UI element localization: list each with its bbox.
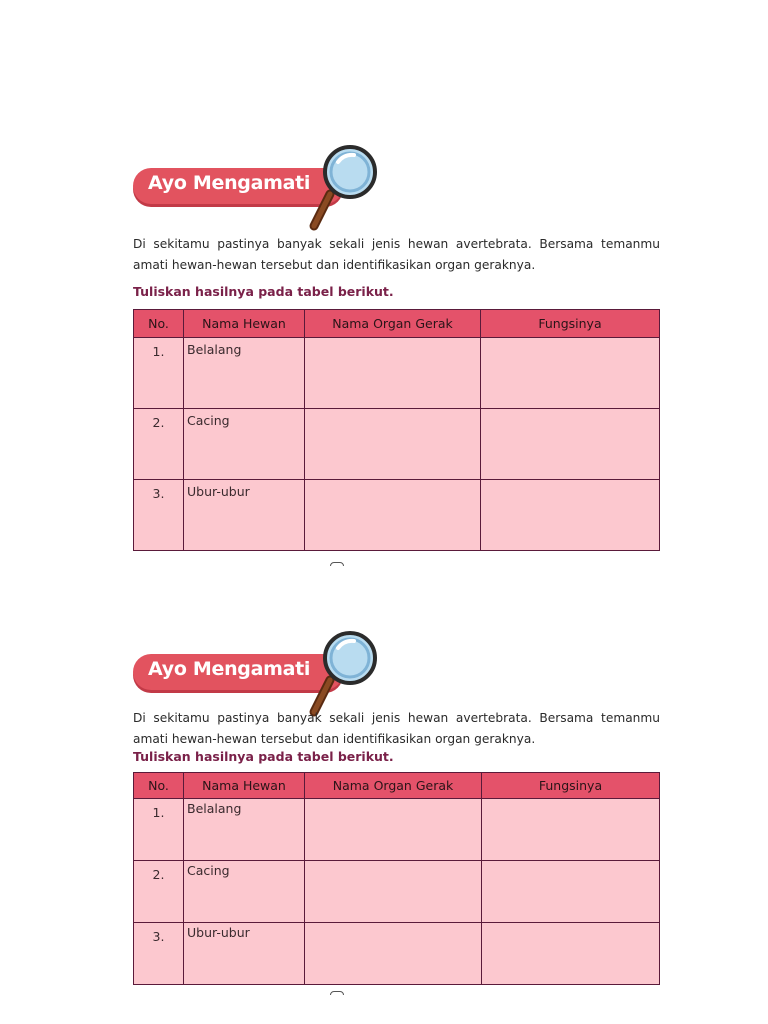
animal-name-cell: Ubur-ubur — [184, 923, 305, 985]
header-organ-name: Nama Organ Gerak — [305, 310, 481, 338]
function-answer-cell[interactable] — [482, 923, 660, 985]
header-function: Fungsinya — [482, 773, 660, 799]
table-instruction: Tuliskan hasilnya pada tabel berikut. — [133, 749, 394, 764]
row-number: 1. — [134, 338, 184, 409]
row-number: 3. — [134, 923, 184, 985]
banner-title: Ayo Mengamati — [148, 658, 311, 680]
observation-table — [133, 772, 660, 985]
function-answer-cell[interactable] — [481, 338, 660, 409]
organ-answer-cell[interactable] — [305, 861, 482, 923]
header-animal-name: Nama Hewan — [184, 310, 305, 338]
cropped-page-number — [330, 991, 346, 995]
function-answer-cell[interactable] — [482, 861, 660, 923]
animal-name-cell: Belalang — [184, 338, 305, 409]
animal-name-cell: Belalang — [184, 799, 305, 861]
header-animal-name: Nama Hewan — [184, 773, 305, 799]
table-instruction: Tuliskan hasilnya pada tabel berikut. — [133, 284, 394, 299]
banner-title: Ayo Mengamati — [148, 172, 311, 194]
table-header-row — [134, 773, 660, 799]
cropped-page-number — [330, 562, 346, 566]
table-row — [134, 923, 660, 985]
function-answer-cell[interactable] — [481, 409, 660, 480]
animal-name-cell: Ubur-ubur — [184, 480, 305, 551]
header-no: No. — [134, 310, 184, 338]
table-row — [134, 409, 660, 480]
table-row — [134, 799, 660, 861]
intro-paragraph: Di sekitamu pastinya banyak sekali jenis hewan avertebrata. Bersama temanmu amati hewan-hewan tersebut dan identifikasikan organ geraknya. — [133, 237, 660, 272]
table-row — [134, 861, 660, 923]
intro-paragraph: Di sekitamu pastinya banyak sekali jenis hewan avertebrata. Bersama temanmu amati hewan-hewan tersebut dan identifikasikan organ geraknya. — [133, 711, 660, 746]
function-answer-cell[interactable] — [482, 799, 660, 861]
organ-answer-cell[interactable] — [305, 480, 481, 551]
row-number: 1. — [134, 799, 184, 861]
organ-answer-cell[interactable] — [305, 338, 481, 409]
row-number: 3. — [134, 480, 184, 551]
table-row — [134, 338, 660, 409]
row-number: 2. — [134, 861, 184, 923]
animal-name-cell: Cacing — [184, 861, 305, 923]
magnifying-glass-icon — [300, 140, 390, 236]
header-organ-name: Nama Organ Gerak — [305, 773, 482, 799]
animal-name-cell: Cacing — [184, 409, 305, 480]
row-number: 2. — [134, 409, 184, 480]
organ-answer-cell[interactable] — [305, 923, 482, 985]
organ-answer-cell[interactable] — [305, 409, 481, 480]
organ-answer-cell[interactable] — [305, 799, 482, 861]
observation-table — [133, 309, 660, 551]
function-answer-cell[interactable] — [481, 480, 660, 551]
table-row — [134, 480, 660, 551]
header-function: Fungsinya — [481, 310, 660, 338]
table-header-row — [134, 310, 660, 338]
header-no: No. — [134, 773, 184, 799]
